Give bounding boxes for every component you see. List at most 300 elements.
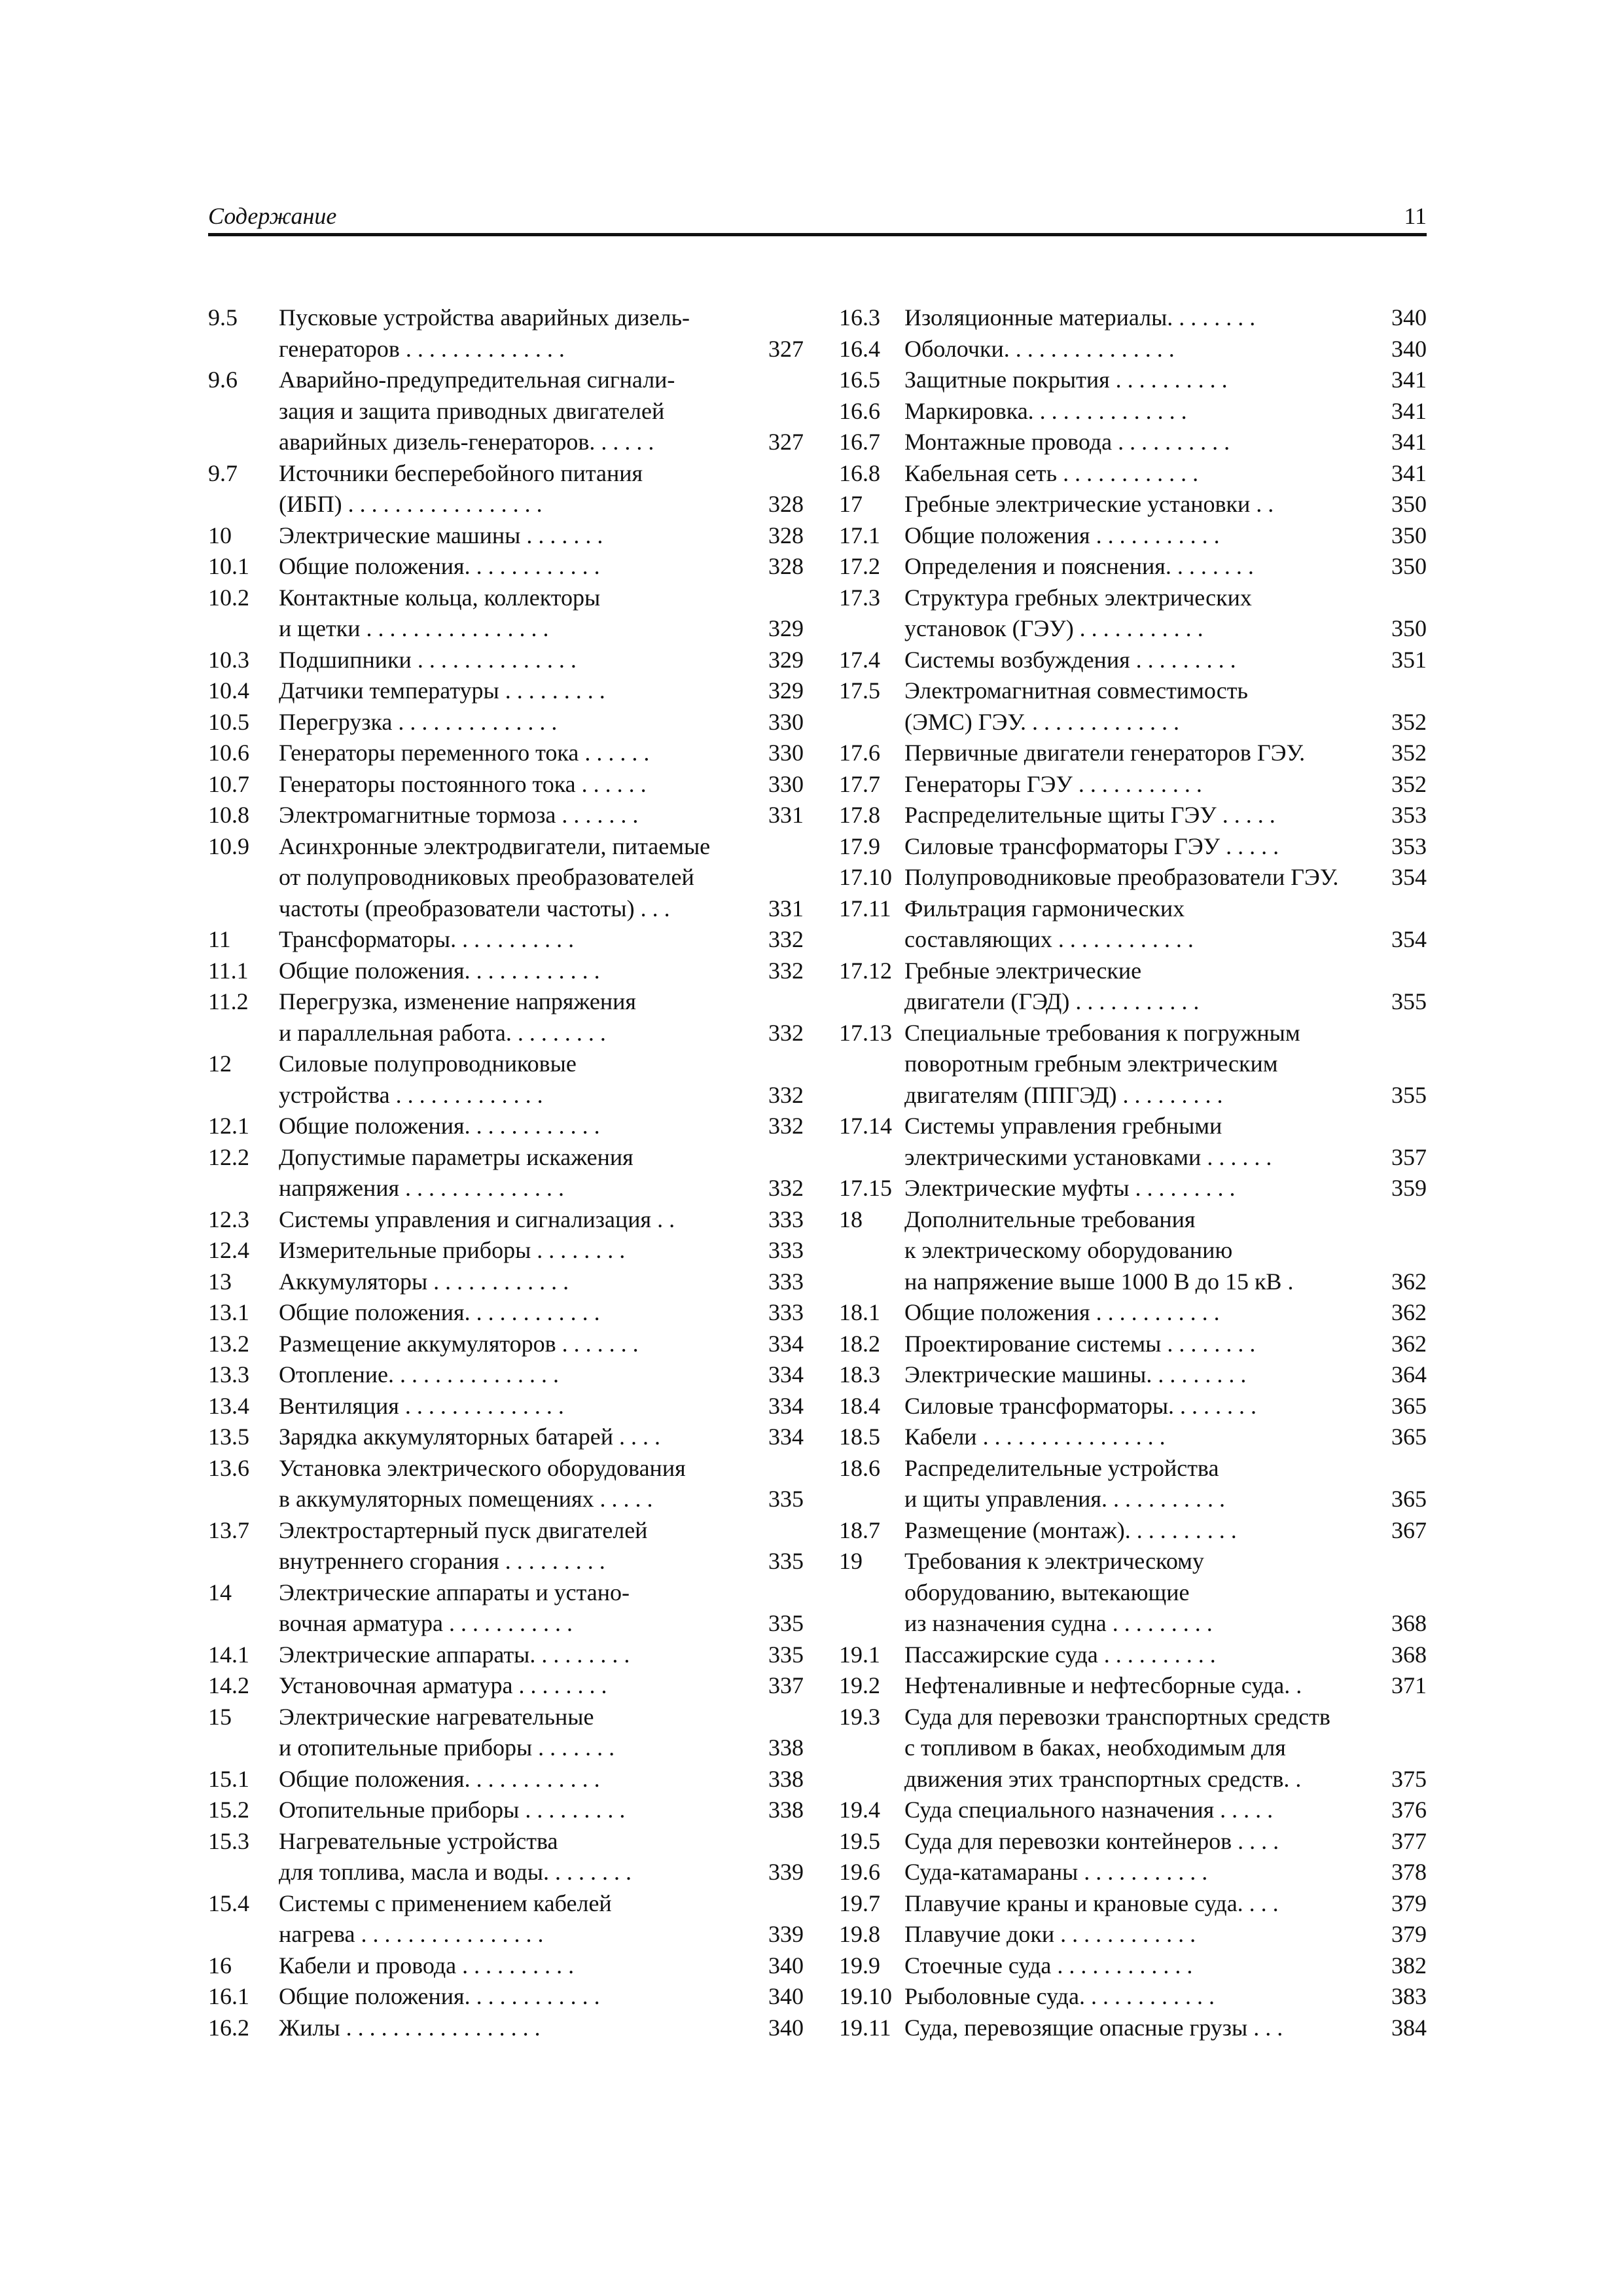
section-page: 332	[768, 926, 804, 952]
section-title: Общие положения. . . . . . . . . . . .	[279, 1765, 600, 1792]
section-title: и параллельная работа. . . . . . . . .	[279, 1019, 606, 1046]
section-title: Контактные кольца, коллекторы	[279, 584, 601, 611]
section-page: 329	[768, 677, 804, 704]
toc-entry	[839, 675, 1427, 707]
section-title: Электрические муфты . . . . . . . . .	[904, 1175, 1236, 1201]
section-title: Зарядка аккумуляторных батарей . . . .	[279, 1424, 660, 1450]
section-title: нагрева . . . . . . . . . . . . . . . .	[279, 1921, 544, 1947]
section-title: и щиты управления. . . . . . . . . . .	[904, 1486, 1225, 1512]
section-number: 13.6	[208, 1454, 249, 1481]
toc-entry	[208, 1359, 804, 1391]
section-title: Трансформаторы. . . . . . . . . . .	[279, 926, 575, 952]
section-title: Проектирование системы . . . . . . . .	[904, 1330, 1256, 1357]
section-number: 17.5	[839, 677, 880, 704]
toc-entry	[839, 1546, 1427, 1577]
section-title: поворотным гребным электрическим	[904, 1050, 1278, 1077]
section-page: 355	[1391, 1081, 1427, 1108]
toc-entry	[839, 862, 1427, 893]
section-page: 362	[1391, 1268, 1427, 1295]
toc-entry	[839, 1608, 1427, 1640]
toc-entry	[839, 2013, 1427, 2044]
toc-entry	[208, 1857, 804, 1888]
section-number: 13.1	[208, 1299, 249, 1325]
section-title: Кабели . . . . . . . . . . . . . . . .	[904, 1424, 1166, 1450]
section-page: 333	[768, 1206, 804, 1232]
toc-entry	[208, 1826, 804, 1857]
toc-entry	[208, 613, 804, 645]
section-number: 16.5	[839, 367, 880, 393]
toc-entry	[839, 1453, 1427, 1484]
toc-entry	[208, 1764, 804, 1795]
section-number: 19.3	[839, 1703, 880, 1730]
section-title: Размещение аккумуляторов . . . . . . .	[279, 1330, 639, 1357]
section-title: из назначения судна . . . . . . . . .	[904, 1610, 1213, 1636]
section-page: 332	[768, 1175, 804, 1201]
section-title: Определения и пояснения. . . . . . . .	[904, 553, 1254, 579]
section-title: двигатели (ГЭД) . . . . . . . . . . .	[904, 988, 1200, 1014]
section-number: 10.5	[208, 708, 249, 735]
section-number: 19	[839, 1548, 863, 1574]
section-title: и отопительные приборы . . . . . . .	[279, 1734, 615, 1761]
section-title: Защитные покрытия . . . . . . . . . .	[904, 367, 1228, 393]
toc-entry	[839, 365, 1427, 396]
section-page: 339	[768, 1921, 804, 1947]
section-title: Установка электрического оборудования	[279, 1454, 686, 1481]
section-page: 367	[1391, 1516, 1427, 1543]
toc-entry	[839, 1018, 1427, 1049]
section-number: 11.2	[208, 988, 249, 1014]
section-page: 379	[1391, 1921, 1427, 1947]
section-number: 12.2	[208, 1143, 249, 1170]
section-page: 357	[1391, 1143, 1427, 1170]
section-number: 18.2	[839, 1330, 880, 1357]
toc-entry	[208, 1204, 804, 1236]
toc-entry	[208, 862, 804, 893]
section-page: 341	[1391, 429, 1427, 455]
toc-entry	[839, 1764, 1427, 1795]
toc-entry	[208, 583, 804, 614]
section-title: Рыболовные суда. . . . . . . . . . . .	[904, 1983, 1215, 2009]
section-title: Оболочки. . . . . . . . . . . . . . .	[904, 335, 1175, 362]
toc-entry	[208, 738, 804, 769]
section-title: Асинхронные электродвигатели, питаемые	[279, 833, 711, 859]
toc-entry	[208, 1142, 804, 1174]
toc-entry	[839, 1981, 1427, 2013]
section-page: 355	[1391, 988, 1427, 1014]
toc-entry	[208, 458, 804, 490]
section-number: 19.1	[839, 1641, 880, 1668]
section-title: (ЭМС) ГЭУ. . . . . . . . . . . . . .	[904, 708, 1179, 735]
section-title: Измерительные приборы . . . . . . . .	[279, 1237, 626, 1263]
toc-entry	[208, 769, 804, 800]
toc-entry	[208, 645, 804, 676]
section-number: 9.5	[208, 304, 238, 331]
section-number: 19.4	[839, 1797, 880, 1823]
section-title: Вентиляция . . . . . . . . . . . . . .	[279, 1392, 564, 1419]
section-number: 17.15	[839, 1175, 892, 1201]
section-page: 332	[768, 1081, 804, 1108]
section-title: Пассажирские суда . . . . . . . . . .	[904, 1641, 1216, 1668]
toc-entry	[208, 1266, 804, 1298]
section-page: 365	[1391, 1486, 1427, 1512]
section-title: Требования к электрическому	[904, 1548, 1204, 1574]
section-number: 19.10	[839, 1983, 892, 2009]
section-title: Полупроводниковые преобразователи ГЭУ.	[904, 864, 1339, 890]
section-page: 350	[1391, 615, 1427, 641]
section-number: 13.4	[208, 1392, 249, 1419]
toc-entry	[839, 956, 1427, 987]
toc-entry	[208, 1640, 804, 1671]
toc-entry	[208, 1080, 804, 1111]
toc-entry	[208, 1235, 804, 1266]
toc-entry	[839, 800, 1427, 831]
section-title: двигателям (ППГЭД) . . . . . . . . .	[904, 1081, 1223, 1108]
toc-entry	[839, 893, 1427, 925]
toc-entry	[839, 1795, 1427, 1826]
toc-entry	[208, 1173, 804, 1204]
toc-entry	[839, 551, 1427, 583]
toc-entry	[208, 1732, 804, 1764]
section-title: Структура гребных электрических	[904, 584, 1252, 611]
toc-entry	[839, 1484, 1427, 1515]
header-rule	[208, 233, 1427, 236]
section-title: Монтажные провода . . . . . . . . . .	[904, 429, 1230, 455]
toc-entry	[208, 1919, 804, 1950]
section-number: 16.3	[839, 304, 880, 331]
section-title: и щетки . . . . . . . . . . . . . . . .	[279, 615, 549, 641]
section-title: Электрические машины . . . . . . .	[279, 522, 603, 548]
section-page: 335	[768, 1486, 804, 1512]
section-title: Общие положения. . . . . . . . . . . .	[279, 553, 600, 579]
section-title: Стоечные суда . . . . . . . . . . . .	[904, 1952, 1193, 1979]
section-page: 338	[768, 1797, 804, 1823]
section-title: Специальные требования к погружным	[904, 1019, 1300, 1046]
section-number: 11	[208, 926, 231, 952]
toc-entry	[208, 1950, 804, 1982]
section-page: 384	[1391, 2014, 1427, 2041]
section-page: 375	[1391, 1765, 1427, 1792]
toc-entry	[839, 1173, 1427, 1204]
section-number: 18.4	[839, 1392, 880, 1419]
section-number: 16.8	[839, 459, 880, 486]
section-title: на напряжение выше 1000 В до 15 кВ .	[904, 1268, 1294, 1295]
section-title: устройства . . . . . . . . . . . . .	[279, 1081, 543, 1108]
section-number: 9.6	[208, 367, 238, 393]
section-title: Аварийно-предупредительная сигнали-	[279, 367, 675, 393]
section-page: 334	[768, 1361, 804, 1388]
section-number: 12.3	[208, 1206, 249, 1232]
section-title: Общие положения. . . . . . . . . . . .	[279, 1113, 600, 1139]
section-number: 15.3	[208, 1827, 249, 1854]
section-number: 10.6	[208, 740, 249, 766]
toc-entry	[839, 707, 1427, 738]
section-number: 15.2	[208, 1797, 249, 1823]
section-number: 15.4	[208, 1890, 249, 1916]
section-title: Нефтеналивные и нефтесборные суда. .	[904, 1672, 1302, 1698]
toc-entry	[208, 365, 804, 396]
section-title: Общие положения. . . . . . . . . . . .	[279, 1299, 600, 1325]
section-page: 337	[768, 1672, 804, 1698]
section-number: 15	[208, 1703, 232, 1730]
running-title: Содержание	[208, 203, 337, 229]
section-number: 19.8	[839, 1921, 880, 1947]
section-number: 18.3	[839, 1361, 880, 1388]
toc-entry	[839, 1670, 1427, 1702]
section-number: 18.7	[839, 1516, 880, 1543]
section-page: 340	[768, 1952, 804, 1979]
section-title: Перегрузка . . . . . . . . . . . . . .	[279, 708, 558, 735]
toc-entry	[208, 1670, 804, 1702]
section-title: генераторов . . . . . . . . . . . . . .	[279, 335, 565, 362]
toc-entry	[839, 427, 1427, 458]
section-number: 16	[208, 1952, 232, 1979]
section-title: Допустимые параметры искажения	[279, 1143, 633, 1170]
toc-entry	[839, 1826, 1427, 1857]
section-number: 12.4	[208, 1237, 249, 1263]
section-title: Отопление. . . . . . . . . . . . . . .	[279, 1361, 559, 1388]
section-number: 17.7	[839, 770, 880, 797]
toc-entry	[208, 1018, 804, 1049]
section-number: 18	[839, 1206, 863, 1232]
section-page: 335	[768, 1548, 804, 1574]
section-page: 354	[1391, 926, 1427, 952]
section-title: Подшипники . . . . . . . . . . . . . .	[279, 646, 577, 673]
section-number: 13.7	[208, 1516, 249, 1543]
toc-entry	[208, 1577, 804, 1609]
section-number: 11.1	[208, 957, 249, 984]
section-title: Электромагнитная совместимость	[904, 677, 1248, 704]
section-title: в аккумуляторных помещениях . . . . .	[279, 1486, 653, 1512]
section-page: 338	[768, 1734, 804, 1761]
section-number: 10.1	[208, 553, 249, 579]
section-page: 328	[768, 553, 804, 579]
toc-entry	[208, 1702, 804, 1733]
section-number: 17.9	[839, 833, 880, 859]
section-title: Суда специального назначения . . . . .	[904, 1797, 1274, 1823]
toc-entry	[839, 613, 1427, 645]
section-number: 18.1	[839, 1299, 880, 1325]
section-number: 16.4	[839, 335, 880, 362]
section-page: 383	[1391, 1983, 1427, 2009]
section-page: 335	[768, 1641, 804, 1668]
section-title: Генераторы постоянного тока . . . . . .	[279, 770, 647, 797]
section-title: Маркировка. . . . . . . . . . . . . .	[904, 397, 1187, 424]
toc-entry	[839, 458, 1427, 490]
section-number: 17.14	[839, 1113, 892, 1139]
toc-entry	[208, 1484, 804, 1515]
toc-entry	[839, 1919, 1427, 1950]
section-number: 17	[839, 491, 863, 517]
toc-entry	[208, 1981, 804, 2013]
section-number: 16.7	[839, 429, 880, 455]
section-number: 19.5	[839, 1827, 880, 1854]
section-number: 17.11	[839, 895, 891, 922]
toc-entry	[208, 893, 804, 925]
section-page: 365	[1391, 1424, 1427, 1450]
section-title: Нагревательные устройства	[279, 1827, 558, 1854]
section-number: 17.10	[839, 864, 892, 890]
section-number: 17.6	[839, 740, 880, 766]
toc-entry	[208, 427, 804, 458]
toc-entry	[208, 2013, 804, 2044]
section-title: Отопительные приборы . . . . . . . . .	[279, 1797, 626, 1823]
section-title: Силовые полупроводниковые	[279, 1050, 577, 1077]
section-number: 17.12	[839, 957, 892, 984]
section-title: зация и защита приводных двигателей	[279, 397, 665, 424]
section-number: 10.8	[208, 802, 249, 828]
section-title: частоты (преобразователи частоты) . . .	[279, 895, 670, 922]
section-page: 335	[768, 1610, 804, 1636]
section-page: 332	[768, 1113, 804, 1139]
section-title: Дополнительные требования	[904, 1206, 1196, 1232]
toc-entry	[208, 1049, 804, 1080]
section-title: Пусковые устройства аварийных дизель-	[279, 304, 690, 331]
toc-entry	[208, 1391, 804, 1422]
section-page: 332	[768, 1019, 804, 1046]
section-number: 19.7	[839, 1890, 880, 1916]
section-page: 327	[768, 335, 804, 362]
section-page: 359	[1391, 1175, 1427, 1201]
toc-entry	[839, 986, 1427, 1018]
toc-entry	[839, 1702, 1427, 1733]
section-title: Первичные двигатели генераторов ГЭУ.	[904, 740, 1306, 766]
section-page: 368	[1391, 1610, 1427, 1636]
section-page: 352	[1391, 770, 1427, 797]
section-title: Суда для перевозки транспортных средств	[904, 1703, 1330, 1730]
section-page: 341	[1391, 459, 1427, 486]
toc-entry	[839, 1391, 1427, 1422]
toc-entry	[208, 831, 804, 863]
toc-entry	[208, 707, 804, 738]
toc-entry	[208, 1329, 804, 1360]
toc-entry	[839, 489, 1427, 520]
section-page: 334	[768, 1330, 804, 1357]
section-title: Распределительные щиты ГЭУ . . . . .	[904, 802, 1275, 828]
section-title: Перегрузка, изменение напряжения	[279, 988, 636, 1014]
toc-entry	[839, 1359, 1427, 1391]
toc-entry	[208, 489, 804, 520]
section-title: Системы возбуждения . . . . . . . . .	[904, 646, 1236, 673]
section-title: движения этих транспортных средств. .	[904, 1765, 1302, 1792]
section-page: 352	[1391, 740, 1427, 766]
section-page: 351	[1391, 646, 1427, 673]
section-page: 339	[768, 1859, 804, 1885]
toc-entry	[839, 738, 1427, 769]
section-page: 377	[1391, 1827, 1427, 1854]
section-number: 17.13	[839, 1019, 892, 1046]
section-title: Суда-катамараны . . . . . . . . . . .	[904, 1859, 1208, 1885]
section-title: (ИБП) . . . . . . . . . . . . . . . . .	[279, 491, 543, 517]
section-number: 18.5	[839, 1424, 880, 1450]
section-title: Общие положения. . . . . . . . . . . .	[279, 957, 600, 984]
section-title: Изоляционные материалы. . . . . . . .	[904, 304, 1256, 331]
section-page: 340	[1391, 335, 1427, 362]
section-page: 365	[1391, 1392, 1427, 1419]
section-page: 333	[768, 1268, 804, 1295]
section-title: с топливом в баках, необходимым для	[904, 1734, 1286, 1761]
toc-entry	[839, 1950, 1427, 1982]
section-title: от полупроводниковых преобразователей	[279, 864, 694, 890]
section-page: 327	[768, 429, 804, 455]
section-number: 13	[208, 1268, 232, 1295]
section-number: 10	[208, 522, 232, 548]
toc-entry	[839, 645, 1427, 676]
section-number: 19.11	[839, 2014, 891, 2041]
section-title: Распределительные устройства	[904, 1454, 1219, 1481]
toc-entry	[839, 769, 1427, 800]
section-title: вочная арматура . . . . . . . . . . .	[279, 1610, 573, 1636]
section-title: к электрическому оборудованию	[904, 1237, 1233, 1263]
toc-entry	[839, 831, 1427, 863]
toc-entry	[839, 396, 1427, 427]
section-number: 13.5	[208, 1424, 249, 1450]
toc-entry	[839, 1515, 1427, 1547]
toc-entry	[208, 1795, 804, 1826]
section-title: Аккумуляторы . . . . . . . . . . . .	[279, 1268, 569, 1295]
section-title: Электрические аппараты. . . . . . . . .	[279, 1641, 630, 1668]
section-number: 13.3	[208, 1361, 249, 1388]
section-number: 13.2	[208, 1330, 249, 1357]
section-title: Установочная арматура . . . . . . . .	[279, 1672, 607, 1698]
section-number: 10.3	[208, 646, 249, 673]
toc-entry	[208, 1546, 804, 1577]
section-page: 376	[1391, 1797, 1427, 1823]
section-page: 334	[768, 1392, 804, 1419]
toc-entry	[208, 1111, 804, 1142]
toc-entry	[839, 1857, 1427, 1888]
section-title: для топлива, масла и воды. . . . . . . .	[279, 1859, 632, 1885]
section-page: 341	[1391, 397, 1427, 424]
section-number: 16.6	[839, 397, 880, 424]
section-number: 17.8	[839, 802, 880, 828]
section-page: 330	[768, 770, 804, 797]
section-title: Электрические нагревательные	[279, 1703, 594, 1730]
section-number: 19.6	[839, 1859, 880, 1885]
section-page: 328	[768, 491, 804, 517]
toc-entry	[208, 520, 804, 552]
section-title: Общие положения . . . . . . . . . . .	[904, 1299, 1220, 1325]
section-title: Силовые трансформаторы ГЭУ . . . . .	[904, 833, 1279, 859]
toc-entry	[839, 1204, 1427, 1236]
section-page: 331	[768, 895, 804, 922]
section-title: Датчики температуры . . . . . . . . .	[279, 677, 605, 704]
section-page: 368	[1391, 1641, 1427, 1668]
section-title: оборудованию, вытекающие	[904, 1579, 1190, 1605]
section-page: 379	[1391, 1890, 1427, 1916]
page-number: 11	[1404, 203, 1427, 229]
section-page: 330	[768, 708, 804, 735]
section-page: 371	[1391, 1672, 1427, 1698]
toc-entry	[208, 1608, 804, 1640]
section-title: Фильтрация гармонических	[904, 895, 1185, 922]
toc-entry	[839, 1266, 1427, 1298]
section-number: 10.2	[208, 584, 249, 611]
toc-entry	[208, 800, 804, 831]
section-page: 354	[1391, 864, 1427, 890]
section-number: 19.2	[839, 1672, 880, 1698]
section-number: 16.1	[208, 1983, 249, 2009]
toc-entry	[839, 1080, 1427, 1111]
toc-entry	[839, 924, 1427, 956]
toc-entry	[839, 1640, 1427, 1671]
toc-entry	[839, 1577, 1427, 1609]
section-number: 15.1	[208, 1765, 249, 1792]
section-number: 9.7	[208, 459, 238, 486]
section-page: 340	[768, 1983, 804, 2009]
section-title: Размещение (монтаж). . . . . . . . . .	[904, 1516, 1237, 1543]
section-number: 10.4	[208, 677, 249, 704]
section-page: 333	[768, 1237, 804, 1263]
